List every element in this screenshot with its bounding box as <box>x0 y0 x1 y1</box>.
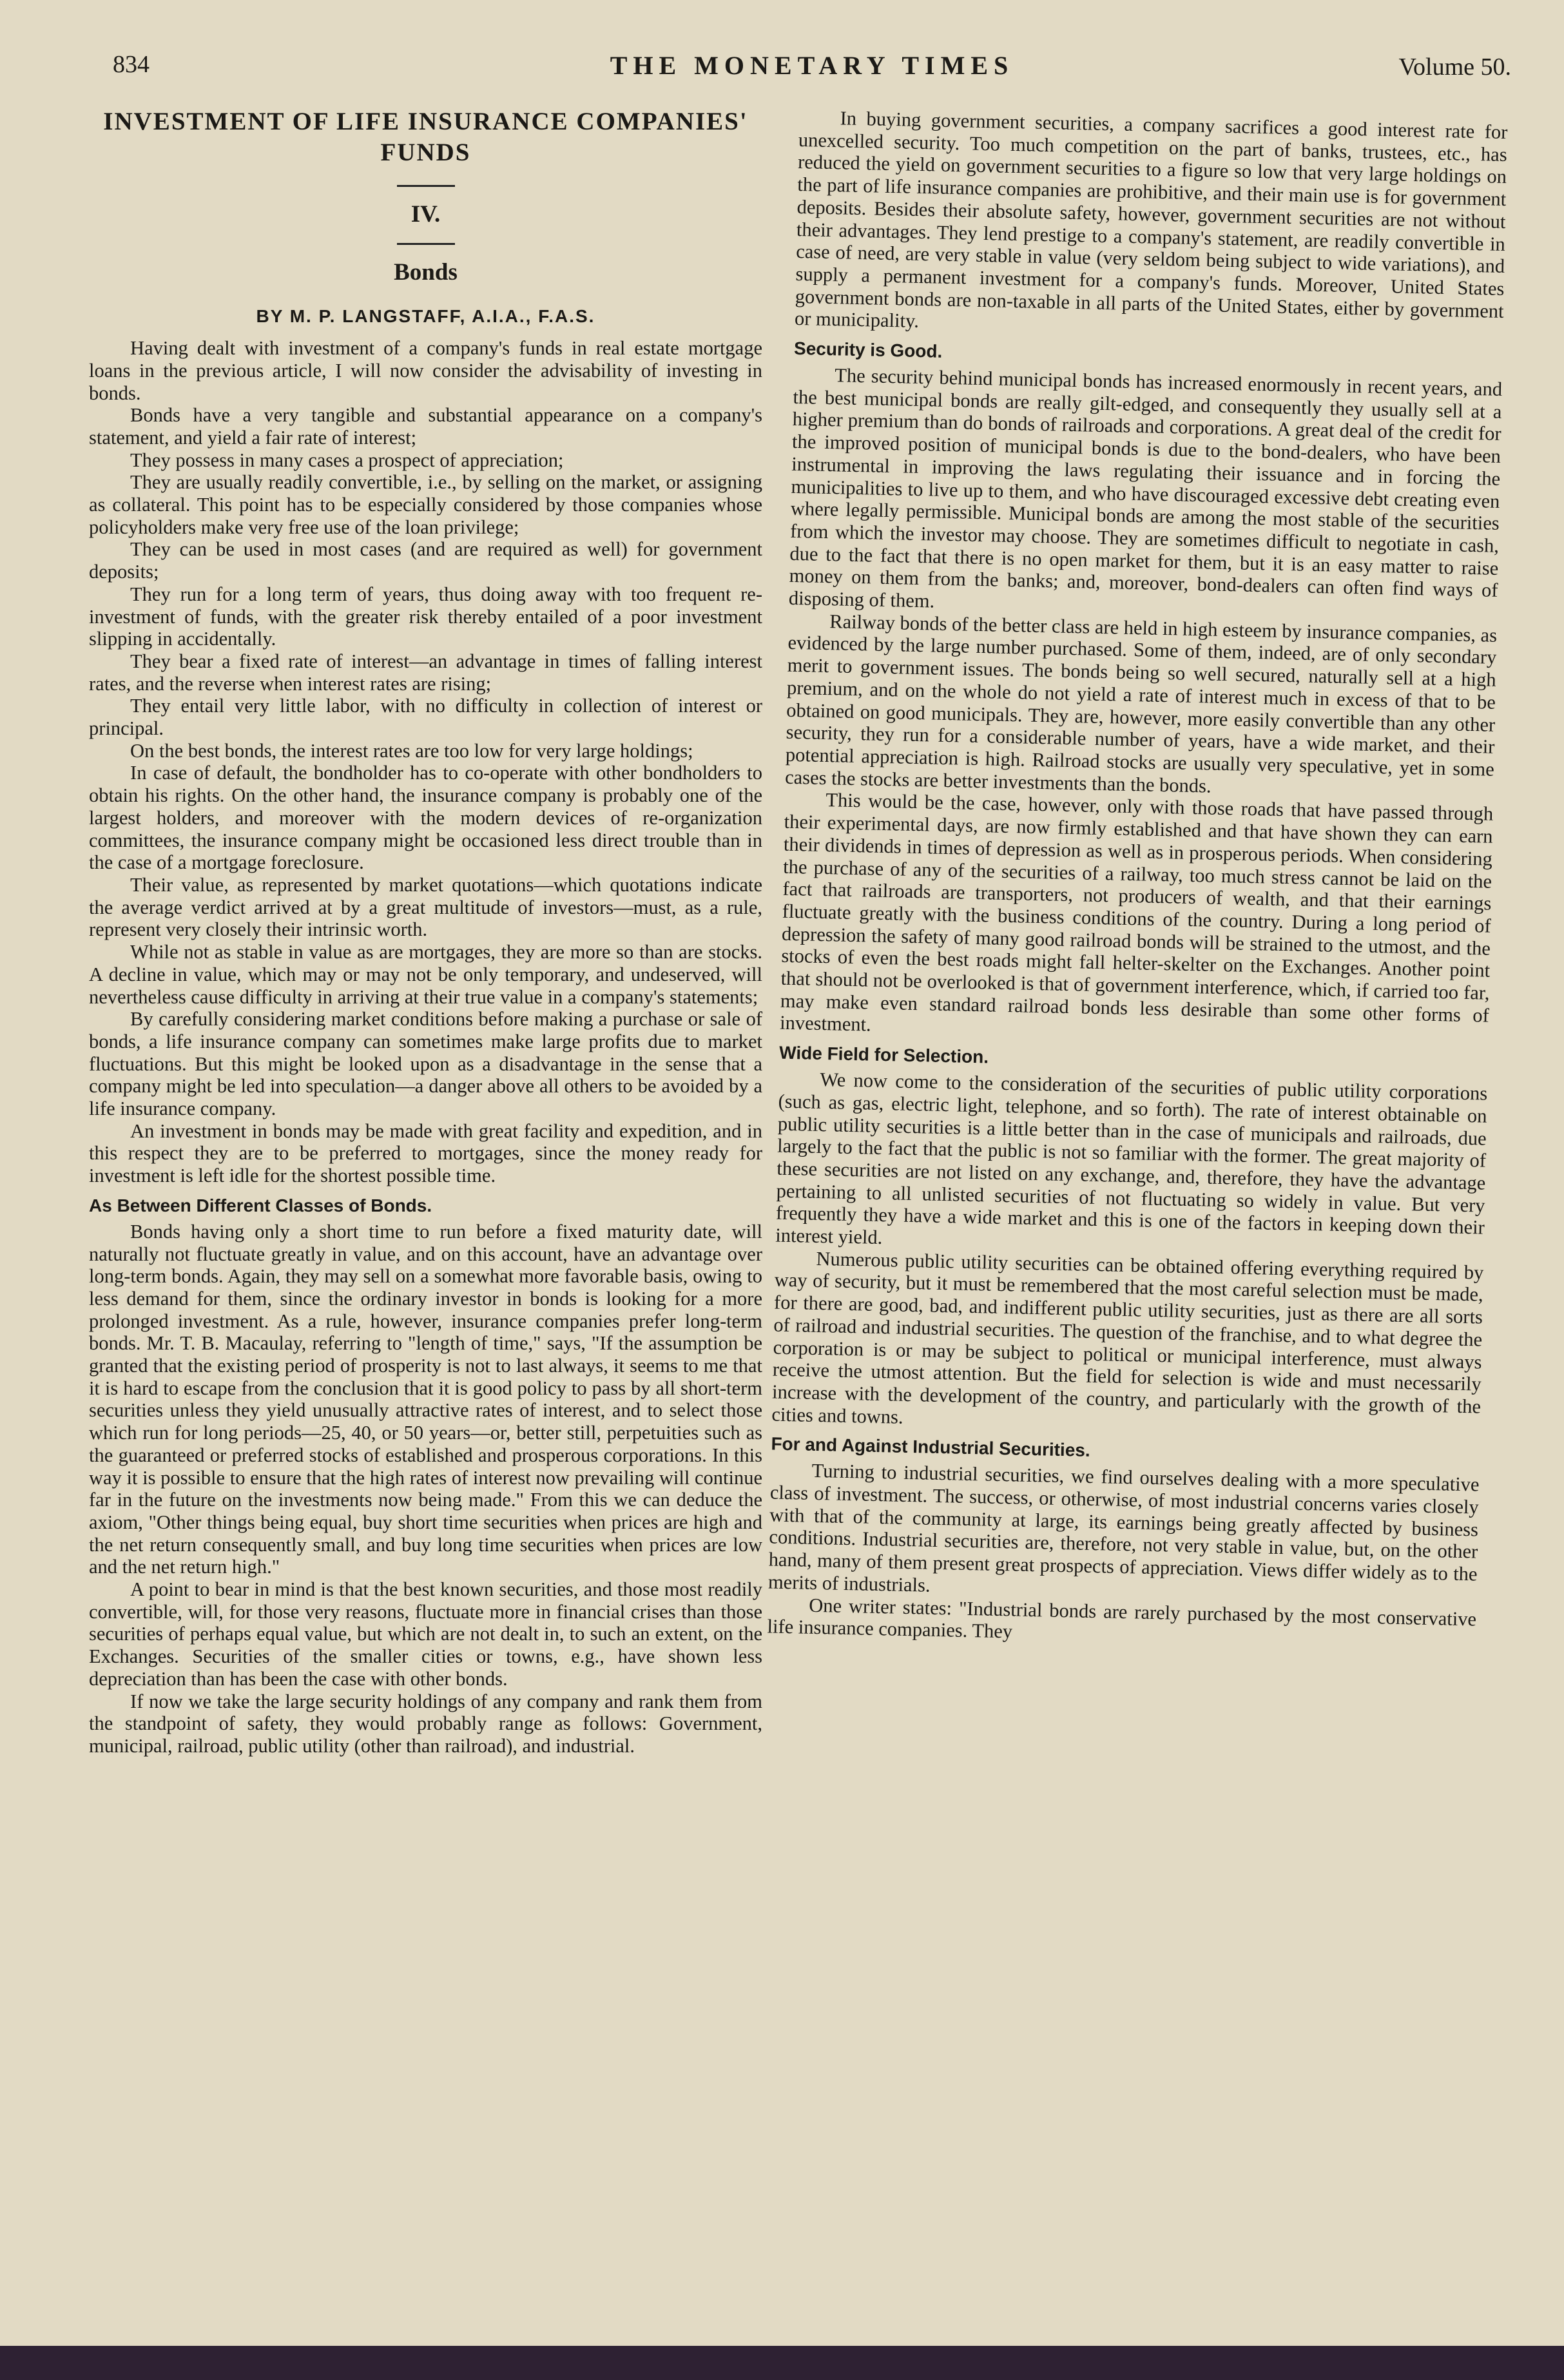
paragraph: An investment in bonds may be made with great facility and expedition, and in this respect they are to be preferred to mortgages, since the money ready for investment is left idle for the shortest possible time. <box>89 1119 762 1187</box>
paragraph: Bonds have a very tangible and substantial appearance on a company's statement, and yield a fair rate of interest; <box>89 404 762 449</box>
paragraph: Railway bonds of the better class are held in high esteem by insurance companies, as evidenced by the large number purchased. Some of them, indeed, are of only secondary merit to government issues. The bonds being so well secured, naturally sell at a high premium, and on the whole do not yield a rate of interest much in excess of that to be obtained on good municipals. They are, however, more easily convertible than any other security, they run for a considerable number of years, have a wide market, and their potential appreciation is high. Railroad stocks are usually very speculative, yet in some cases the stocks are better investments than the bonds. <box>784 610 1498 797</box>
right-column <box>767 106 1508 1653</box>
paragraph: A point to bear in mind is that the best known securities, and those most readily convertible, will, for those very reasons, fluctuate more in financial crises than those securities of perhaps equal value, but which are not dealt in, to such an extent, on the Exchanges. Securities of the smaller cities or towns, e.g., have shown less depreciation than has been the case with other bonds. <box>89 1578 762 1690</box>
byline: BY M. P. LANGSTAFF, A.I.A., F.A.S. <box>256 306 595 327</box>
left-column <box>89 106 762 1757</box>
volume-label: Volume 50. <box>1398 53 1511 81</box>
paragraph: While not as stable in value as are mortgages, they are more so than are stocks. A decline in value, which may or may not be only temporary, and undeserved, will nevertheless cause difficulty in arriving at their true value in a company's statements; <box>89 941 762 1008</box>
paragraph: Their value, as represented by market quotations—which quotations indicate the average verdict arrived at by a great multitude of investors—must, as a rule, represent very closely their intrinsic worth. <box>89 873 762 941</box>
subheading: For and Against Industrial Securities. <box>771 1433 1091 1461</box>
paragraph: By carefully considering market conditions before making a purchase or sale of bonds, a life insurance company can sometimes make large profits due to market fluctuations. But this might be looked upon as a disadvantage in the sense that a company might be led into speculation—a danger above all others to be avoided by a life insurance company. <box>89 1008 762 1120</box>
divider-rule <box>397 185 455 187</box>
paragraph: They can be used in most cases (and are required as well) for government deposits; <box>89 538 762 583</box>
paragraph: They bear a fixed rate of interest—an advantage in times of falling interest rates, and the reverse when interest rates are rising; <box>89 650 762 695</box>
paragraph: This would be the case, however, only with those roads that have passed through their experimental days, are now firmly established and that have shown they can earn their dividends in times of depression as well as in prosperous periods. When considering the purchase of any of the securities of a railway, too much stress cannot be laid on the fact that railroads are transporters, not producers of wealth, and that their earnings fluctuate greatly with the business conditions of the country. During a long period of depression the safety of many good railroad bonds will be strained to the utmost, and the stocks of even the best roads might fall helter-skelter on the Exchanges. Another point that should not be overlooked is that of government interference, which, if carried too far, may make even standard railroad bonds less desirable than some other forms of investment. <box>779 789 1494 1036</box>
section-title: Bonds <box>394 258 458 285</box>
paragraph: Having dealt with investment of a company's funds in real estate mortgage loans in the previous article, I will now consider the advisability of investing in bonds. <box>89 337 762 404</box>
paragraph: We now come to the consideration of the securities of public utility corporations (such as gas, electric light, telephone, and so forth). The rate of interest obtainable on public utility securities is a little better than in the case of municipals and railroads, due largely to the fact that the public is not so familiar with the former. The great majority of these securities are not listed on any exchange, and, therefore, they have the advantage pertaining to all unlisted securities of not fluctuating so widely in value. But very frequently they have a wide market and this is one of the factors in keeping down their interest yield. <box>775 1069 1488 1249</box>
running-header <box>113 50 1511 89</box>
paragraph: They entail very little labor, with no difficulty in collection of interest or principal. <box>89 695 762 740</box>
paragraph: On the best bonds, the interest rates are too low for very large holdings; <box>130 739 693 762</box>
part-number: IV. <box>410 201 441 227</box>
page-number: 834 <box>113 51 150 78</box>
subheading: As Between Different Classes of Bonds. <box>89 1195 432 1215</box>
subheading: Wide Field for Selection. <box>778 1042 989 1067</box>
paragraph: Bonds having only a short time to run before a fixed maturity date, will naturally not fluctuate greatly in value, and on this account, have an advantage over long-term bonds. Again, they may sell on a somewhat more favorable basis, owing to less demand for them, since the ordinary investor in bonds is looking for a more prolonged investment. As a rule, however, insurance companies prefer long-term bonds. Mr. T. B. Macaulay, referring to "length of time," says, "If the assumption be granted that the existing period of prosperity is not to last always, it seems to me that it is hard to escape from the conclusion that it is good policy to pass by all short-term securities unless they yield unusually attractive rates of interest, and to select those which run for long periods—25, 40, or 50 years—or, better still, perpetuities such as the guaranteed or preferred stocks of established and prosperous corporations. In this way it is possible to ensure that the high rates of interest now prevailing will continue far in the future on the investments now being made." From this we can deduce the axiom, "Other things being equal, buy short time securities when prices are high and the net return consequently small, and buy long time securities when prices are low and the net return high." <box>89 1220 762 1578</box>
paragraph: In buying government securities, a company sacrifices a good interest rate for unexcelled security. Too much competition on the part of banks, trustees, etc., has reduced the yield on government securities to a figure so low that very large holdings on the part of life insurance companies are prohibitive, and their main use is for government deposits. Besides their absolute safety, however, government securities are not without their advantages. They lend prestige to a company's statement, are readily convertible in case of need, are very stable in value (very seldom being subject to wide variations), and supply a permanent investment for a company's funds. Moreover, United States government bonds are non-taxable in all parts of the United States, either by government or municipality. <box>794 107 1508 333</box>
paragraph: One writer states: "Industrial bonds are rarely purchased by the most conservative life insurance companies. They <box>767 1594 1477 1643</box>
paragraph: They are usually readily convertible, i.e., by selling on the market, or assigning as collateral. This point has to be especially considered by those companies whose policyholders make very free use of the loan privilege; <box>89 471 762 538</box>
subheading: Security is Good. <box>793 338 943 362</box>
paragraph: Turning to industrial securities, we find ourselves dealing with a more speculative class of investment. The success, or otherwise, of most industrial concerns varies closely with that of the community at large, its earnings being greatly affected by business conditions. Industrial securities are, therefore, not very stable in value, but, on the other hand, many of them present great prospects of appreciation. Views differ widely as to the merits of industrials. <box>768 1460 1480 1596</box>
paragraph: If now we take the large security holdings of any company and rank them from the standpoint of safety, they would probably range as follows: Government, municipal, railroad, public utility (other than railroad), and industrial. <box>89 1690 762 1757</box>
paragraph: They possess in many cases a prospect of appreciation; <box>130 449 564 471</box>
paragraph: The security behind municipal bonds has increased enormously in recent years, and the best municipal bonds are really gilt-edged, and consequently they usually sell at a higher premium than do bonds of railroads and corporations. A great deal of the credit for the improved position of municipal bonds is due to the bond-dealers, who have been instrumental in improving the laws regulating their issuance and in forcing the municipalities to live up to them, and who have discouraged excessive debt creating even where legally permissible. Municipal bonds are among the most stable of the securities from which the investor may choose. They are sometimes difficult to negotiate in cash, due to the fact that there is no open market for them, but it is an easy matter to raise money on them from the banks; and, moreover, bond-dealers can often find ways of disposing of them. <box>788 364 1503 612</box>
divider-rule <box>397 243 455 245</box>
article-title: INVESTMENT OF LIFE INSURANCE COMPANIES' FUNDS <box>103 108 748 166</box>
paragraph: In case of default, the bondholder has to co-operate with other bondholders to obtain his rights. On the other hand, the insurance company is probably one of the largest holders, and moreover with the modern devices of re-organization committees, the insurance company might be occasioned less direct trouble than in the case of a mortgage foreclosure. <box>89 762 762 874</box>
paragraph: Numerous public utility securities can be obtained offering everything required by way of security, but it must be remembered that the most careful selection must be made, for there are good, bad, and indifferent public utility securities, just as there are all sorts of railroad and industrial securities. The question of the franchise, and to what degree the corporation is or may be subject to political or municipal interference, must always receive the utmost attention. But the field for selection is wide and must necessarily increase with the development of the country, and particularly with the growth of the cities and towns. <box>771 1247 1484 1428</box>
paragraph: They run for a long term of years, thus doing away with too frequent re-investment of funds, with the greater risk thereby entailed of a poor investment slipping in accidentally. <box>89 583 762 650</box>
journal-title: THE MONETARY TIMES <box>610 51 1014 80</box>
